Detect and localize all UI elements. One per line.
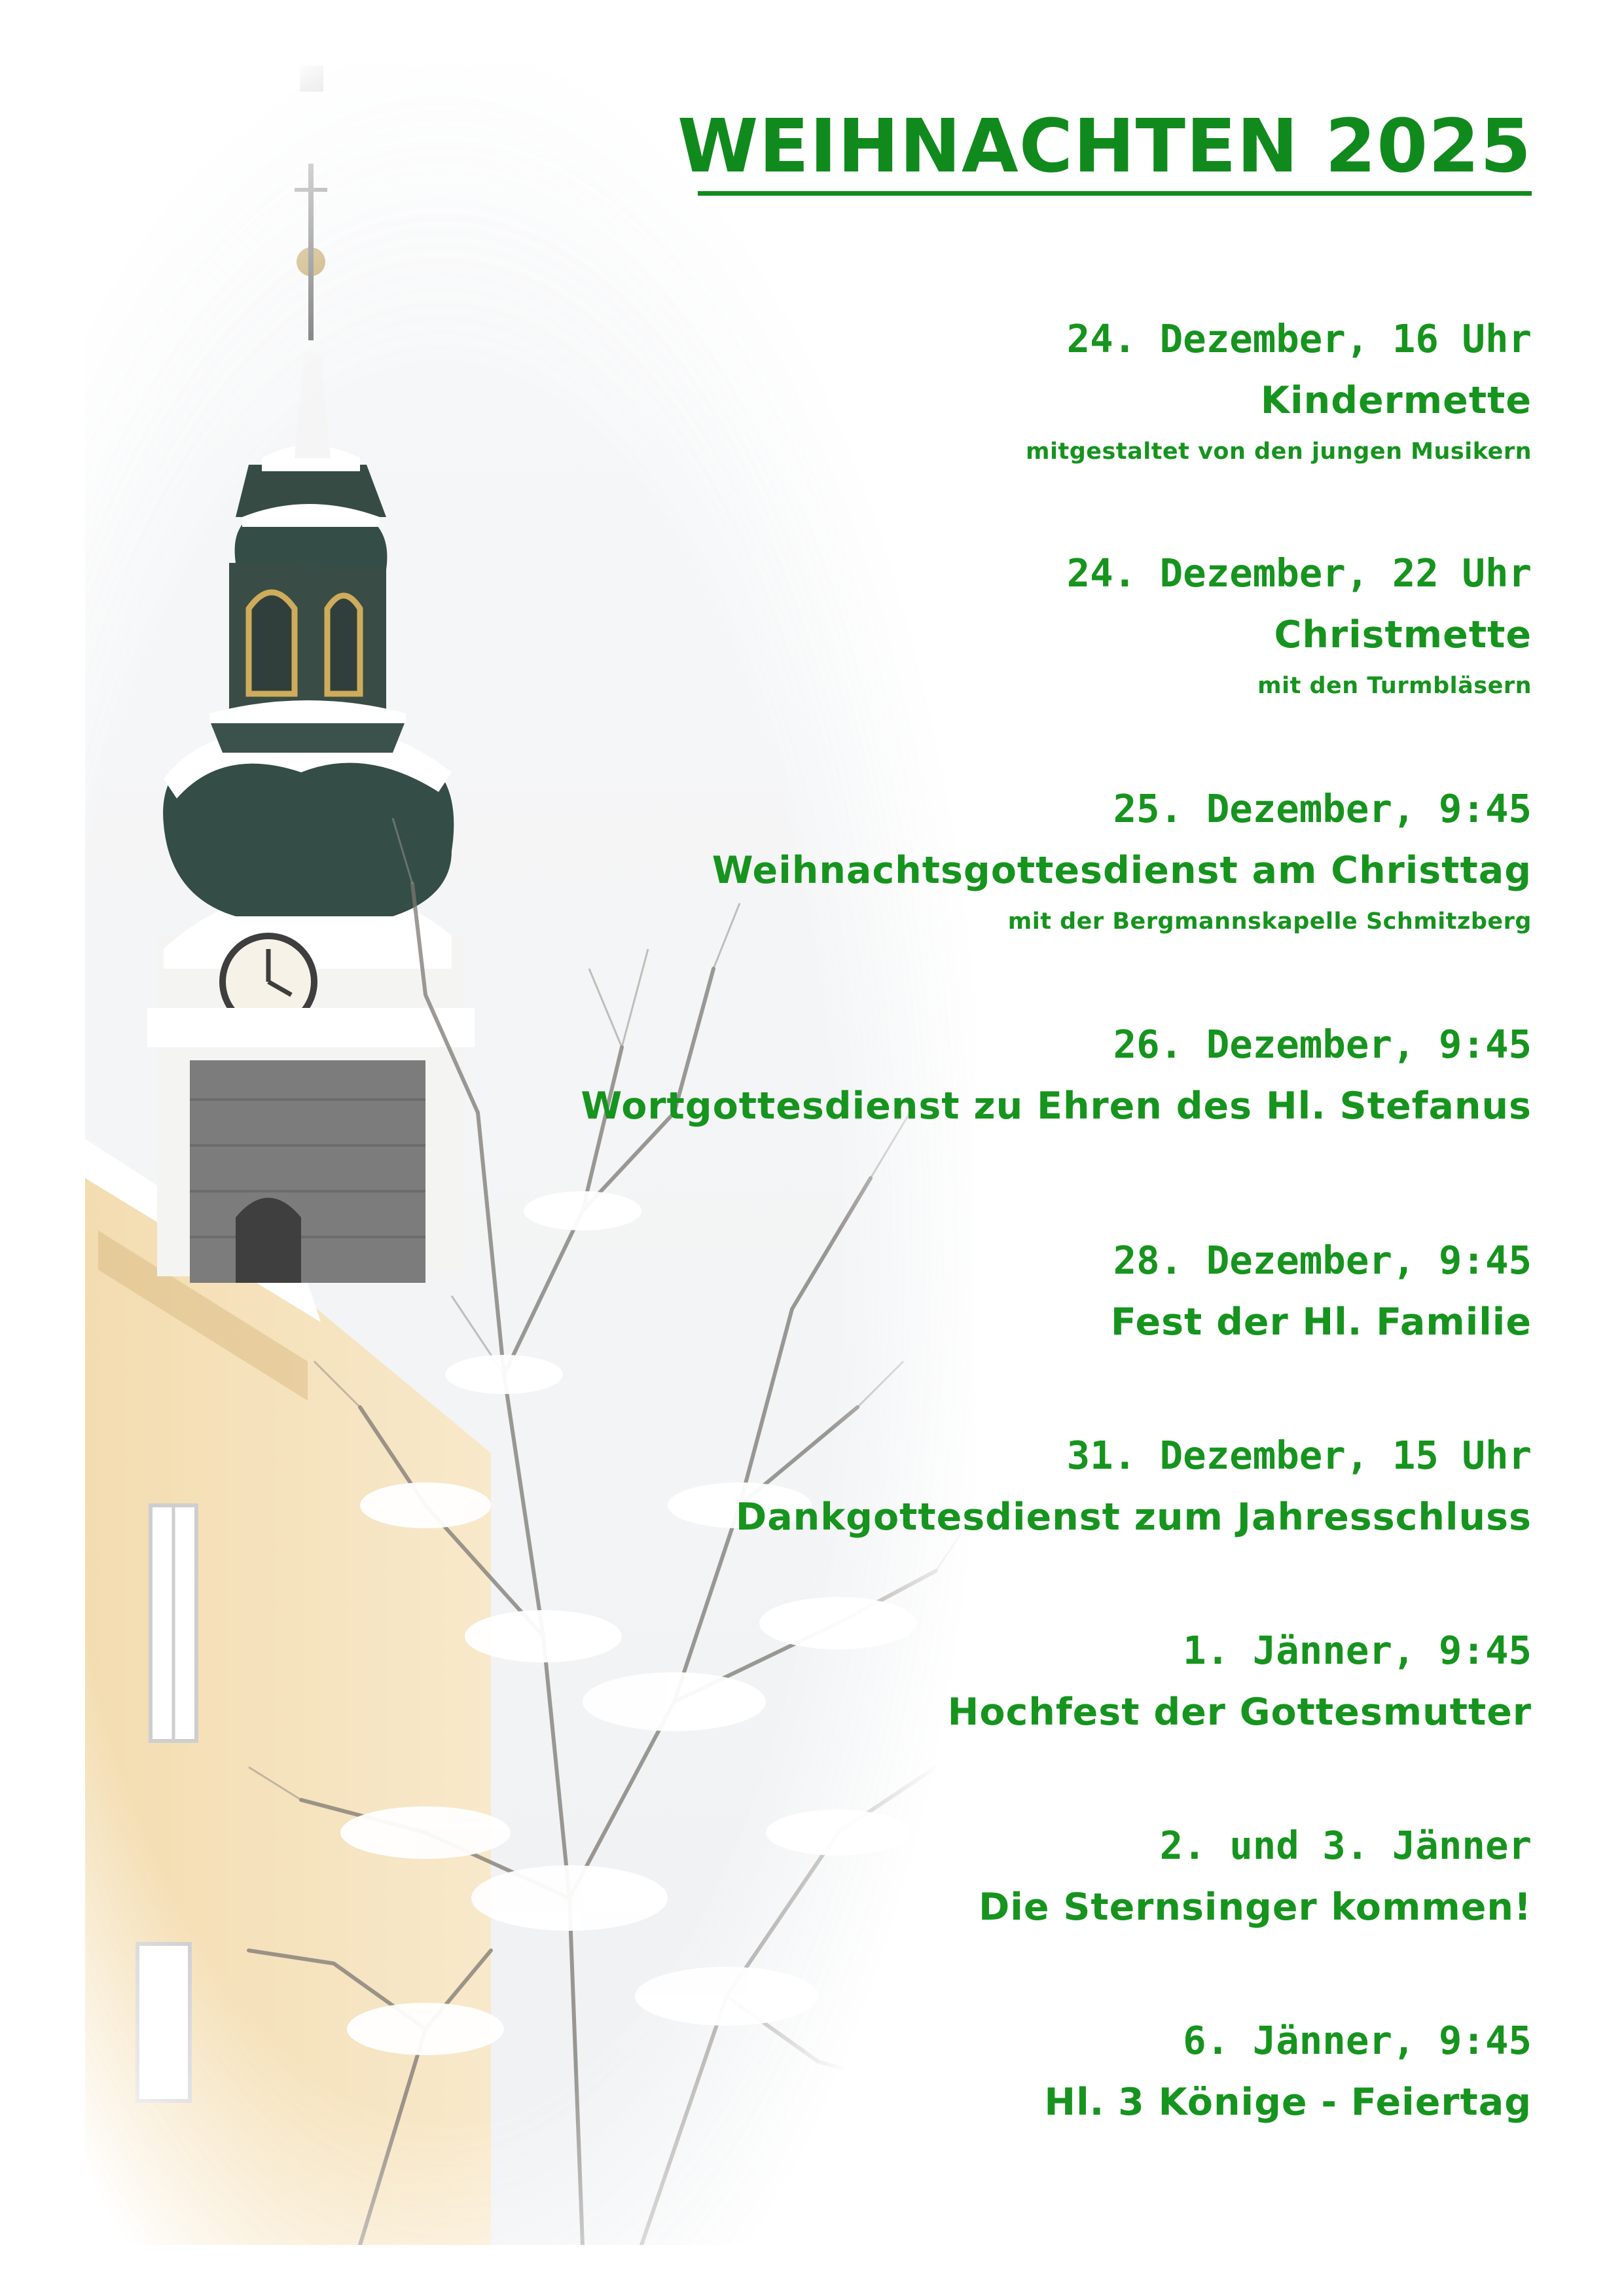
event-item	[1044, 2009, 1532, 2134]
event-date: 24. Dezember, 22 Uhr	[1066, 550, 1532, 596]
event-item	[736, 1424, 1532, 1549]
event-date: 25. Dezember, 9:45	[1113, 786, 1532, 831]
event-name: Dankgottesdienst zum Jahresschluss	[735, 1496, 1532, 1539]
event-date: 2. und 3. Jänner	[1159, 1823, 1532, 1868]
event-date: 1. Jänner, 9:45	[1183, 1628, 1532, 1673]
event-name: Weihnachtsgottesdienst am Christtag	[712, 849, 1532, 892]
event-item	[1067, 542, 1532, 706]
event-name: Kindermette	[1260, 379, 1532, 422]
event-date: 6. Jänner, 9:45	[1183, 2018, 1532, 2063]
event-item	[1026, 308, 1532, 471]
event-name: Hochfest der Gottesmutter	[947, 1691, 1532, 1734]
title-underline	[698, 191, 1532, 196]
event-item	[712, 778, 1532, 941]
event-date: 31. Dezember, 15 Uhr	[1066, 1433, 1532, 1478]
event-name: Hl. 3 Könige - Feiertag	[1044, 2081, 1532, 2124]
event-item	[948, 1619, 1532, 1744]
event-note: mitgestaltet von den jungen Musikern	[1026, 439, 1532, 465]
event-date: 24. Dezember, 16 Uhr	[1066, 316, 1532, 361]
church-tower-image	[85, 65, 975, 2245]
event-name: Fest der Hl. Familie	[1110, 1300, 1532, 1344]
event-date: 26. Dezember, 9:45	[1113, 1022, 1532, 1067]
church-winter-illustration	[85, 65, 975, 2245]
event-item	[979, 1814, 1532, 1939]
event-item	[1111, 1229, 1532, 1354]
event-note: mit den Turmbläsern	[1257, 673, 1532, 699]
event-name: Wortgottesdienst zu Ehren des Hl. Stefanus	[581, 1085, 1532, 1128]
event-note: mit der Bergmannskapelle Schmitzberg	[1007, 908, 1532, 935]
event-date: 28. Dezember, 9:45	[1113, 1238, 1532, 1283]
event-name: Die Sternsinger kommen!	[978, 1886, 1532, 1929]
event-name: Christmette	[1274, 613, 1532, 656]
event-item	[581, 1013, 1532, 1138]
page-title: WEIHNACHTEN 2025	[677, 104, 1532, 189]
